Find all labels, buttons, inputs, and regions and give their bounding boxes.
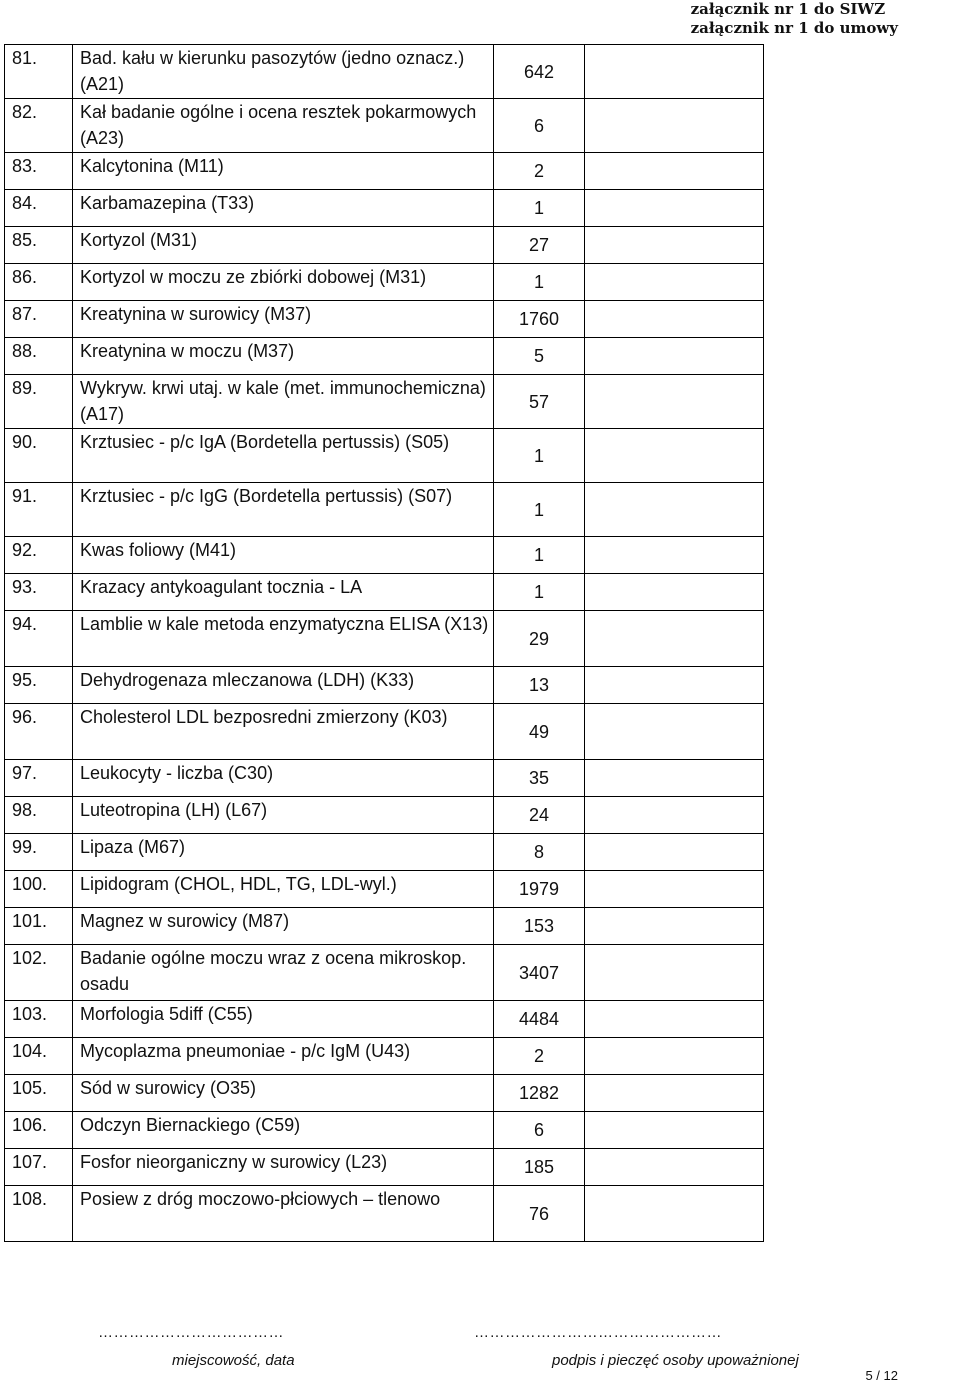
row-number: 87. [5,301,73,338]
test-name: Luteotropina (LH) (L67) [73,797,494,834]
header-line-umowy: załącznik nr 1 do umowy [690,19,898,37]
empty-cell [585,945,764,1001]
table-row [5,908,764,945]
test-quantity: 4484 [494,1001,585,1038]
empty-cell [585,1038,764,1075]
row-number: 94. [5,611,73,667]
test-name: Wykryw. krwi utaj. w kale (met. immunochemiczna) (A17) [73,375,494,429]
test-name: Badanie ogólne moczu wraz z ocena mikroskop. osadu [73,945,494,1001]
test-name: Kreatynina w surowicy (M37) [73,301,494,338]
row-number: 101. [5,908,73,945]
test-name: Cholesterol LDL bezposredni zmierzony (K03) [73,704,494,760]
test-quantity: 2 [494,153,585,190]
test-quantity: 1 [494,574,585,611]
empty-cell [585,611,764,667]
document-header [691,0,898,38]
table-row [5,264,764,301]
test-quantity: 13 [494,667,585,704]
row-number: 84. [5,190,73,227]
test-quantity: 153 [494,908,585,945]
empty-cell [585,1001,764,1038]
test-name: Fosfor nieorganiczny w surowicy (L23) [73,1149,494,1186]
test-name: Karbamazepina (T33) [73,190,494,227]
test-name: Kortyzol (M31) [73,227,494,264]
test-quantity: 1 [494,264,585,301]
row-number: 93. [5,574,73,611]
empty-cell [585,1112,764,1149]
test-quantity: 6 [494,1112,585,1149]
table-row [5,338,764,375]
table-row [5,1186,764,1242]
test-quantity: 1 [494,483,585,537]
table-row [5,153,764,190]
row-number: 102. [5,945,73,1001]
test-name: Kortyzol w moczu ze zbiórki dobowej (M31) [73,264,494,301]
table-row [5,945,764,1001]
row-number: 107. [5,1149,73,1186]
table-row [5,301,764,338]
row-number: 103. [5,1001,73,1038]
place-date-dots: ……………………………… [98,1324,284,1341]
test-name: Lipidogram (CHOL, HDL, TG, LDL-wyl.) [73,871,494,908]
empty-cell [585,1149,764,1186]
row-number: 88. [5,338,73,375]
test-quantity: 6 [494,99,585,153]
test-quantity: 57 [494,375,585,429]
tests-table [4,44,764,1242]
table-row [5,483,764,537]
row-number: 85. [5,227,73,264]
empty-cell [585,797,764,834]
row-number: 105. [5,1075,73,1112]
table-row [5,99,764,153]
row-number: 95. [5,667,73,704]
table-row [5,45,764,99]
test-quantity: 1 [494,429,585,483]
table-row [5,704,764,760]
table-row [5,611,764,667]
empty-cell [585,301,764,338]
test-quantity: 76 [494,1186,585,1242]
empty-cell [585,704,764,760]
table-row [5,375,764,429]
page-number: 5 / 12 [865,1368,898,1383]
test-quantity: 1760 [494,301,585,338]
test-name: Dehydrogenaza mleczanowa (LDH) (K33) [73,667,494,704]
tests-table-body [5,45,764,1242]
empty-cell [585,908,764,945]
table-row [5,797,764,834]
test-name: Lipaza (M67) [73,834,494,871]
row-number: 104. [5,1038,73,1075]
row-number: 86. [5,264,73,301]
empty-cell [585,760,764,797]
test-quantity: 3407 [494,945,585,1001]
test-quantity: 1 [494,190,585,227]
test-name: Krazacy antykoagulant tocznia - LA [73,574,494,611]
empty-cell [585,99,764,153]
test-quantity: 5 [494,338,585,375]
table-row [5,574,764,611]
empty-cell [585,871,764,908]
test-quantity: 1979 [494,871,585,908]
row-number: 92. [5,537,73,574]
test-quantity: 24 [494,797,585,834]
row-number: 106. [5,1112,73,1149]
row-number: 89. [5,375,73,429]
test-quantity: 1282 [494,1075,585,1112]
test-name: Kalcytonina (M11) [73,153,494,190]
table-row [5,429,764,483]
empty-cell [585,45,764,99]
table-row [5,1075,764,1112]
test-quantity: 1 [494,537,585,574]
empty-cell [585,227,764,264]
empty-cell [585,190,764,227]
table-row [5,1112,764,1149]
table-row [5,1038,764,1075]
empty-cell [585,537,764,574]
test-name: Mycoplazma pneumoniae - p/c IgM (U43) [73,1038,494,1075]
table-row [5,667,764,704]
test-name: Kał badanie ogólne i ocena resztek pokarmowych (A23) [73,99,494,153]
test-quantity: 27 [494,227,585,264]
row-number: 91. [5,483,73,537]
header-line-siwz: załącznik nr 1 do SIWZ [690,0,886,18]
row-number: 96. [5,704,73,760]
test-name: Magnez w surowicy (M87) [73,908,494,945]
test-quantity: 35 [494,760,585,797]
row-number: 90. [5,429,73,483]
empty-cell [585,375,764,429]
table-row [5,760,764,797]
row-number: 83. [5,153,73,190]
table-row [5,834,764,871]
test-name: Sód w surowicy (O35) [73,1075,494,1112]
empty-cell [585,834,764,871]
empty-cell [585,574,764,611]
empty-cell [585,429,764,483]
place-date-label: miejscowość, data [172,1352,295,1369]
empty-cell [585,153,764,190]
test-name: Odczyn Biernackiego (C59) [73,1112,494,1149]
row-number: 99. [5,834,73,871]
test-name: Morfologia 5diff (C55) [73,1001,494,1038]
test-quantity: 2 [494,1038,585,1075]
row-number: 97. [5,760,73,797]
empty-cell [585,1186,764,1242]
test-name: Krztusiec - p/c IgG (Bordetella pertussis) (S07) [73,483,494,537]
table-row [5,1001,764,1038]
test-name: Kwas foliowy (M41) [73,537,494,574]
table-row [5,190,764,227]
test-name: Leukocyty - liczba (C30) [73,760,494,797]
test-name: Bad. kału w kierunku pasozytów (jedno oznacz.) (A21) [73,45,494,99]
signature-dots: ………………………………………… [474,1324,722,1341]
test-name: Krztusiec - p/c IgA (Bordetella pertussis) (S05) [73,429,494,483]
table-row [5,537,764,574]
row-number: 100. [5,871,73,908]
signature-label: podpis i pieczęć osoby upoważnionej [552,1352,799,1369]
empty-cell [585,1075,764,1112]
test-name: Posiew z dróg moczowo-płciowych – tlenowo [73,1186,494,1242]
test-quantity: 642 [494,45,585,99]
test-name: Kreatynina w moczu (M37) [73,338,494,375]
empty-cell [585,483,764,537]
test-quantity: 185 [494,1149,585,1186]
test-quantity: 29 [494,611,585,667]
row-number: 108. [5,1186,73,1242]
test-quantity: 8 [494,834,585,871]
empty-cell [585,338,764,375]
empty-cell [585,667,764,704]
row-number: 82. [5,99,73,153]
test-quantity: 49 [494,704,585,760]
test-name: Lamblie w kale metoda enzymatyczna ELISA (X13) [73,611,494,667]
table-row [5,871,764,908]
row-number: 98. [5,797,73,834]
empty-cell [585,264,764,301]
table-row [5,1149,764,1186]
row-number: 81. [5,45,73,99]
table-row [5,227,764,264]
